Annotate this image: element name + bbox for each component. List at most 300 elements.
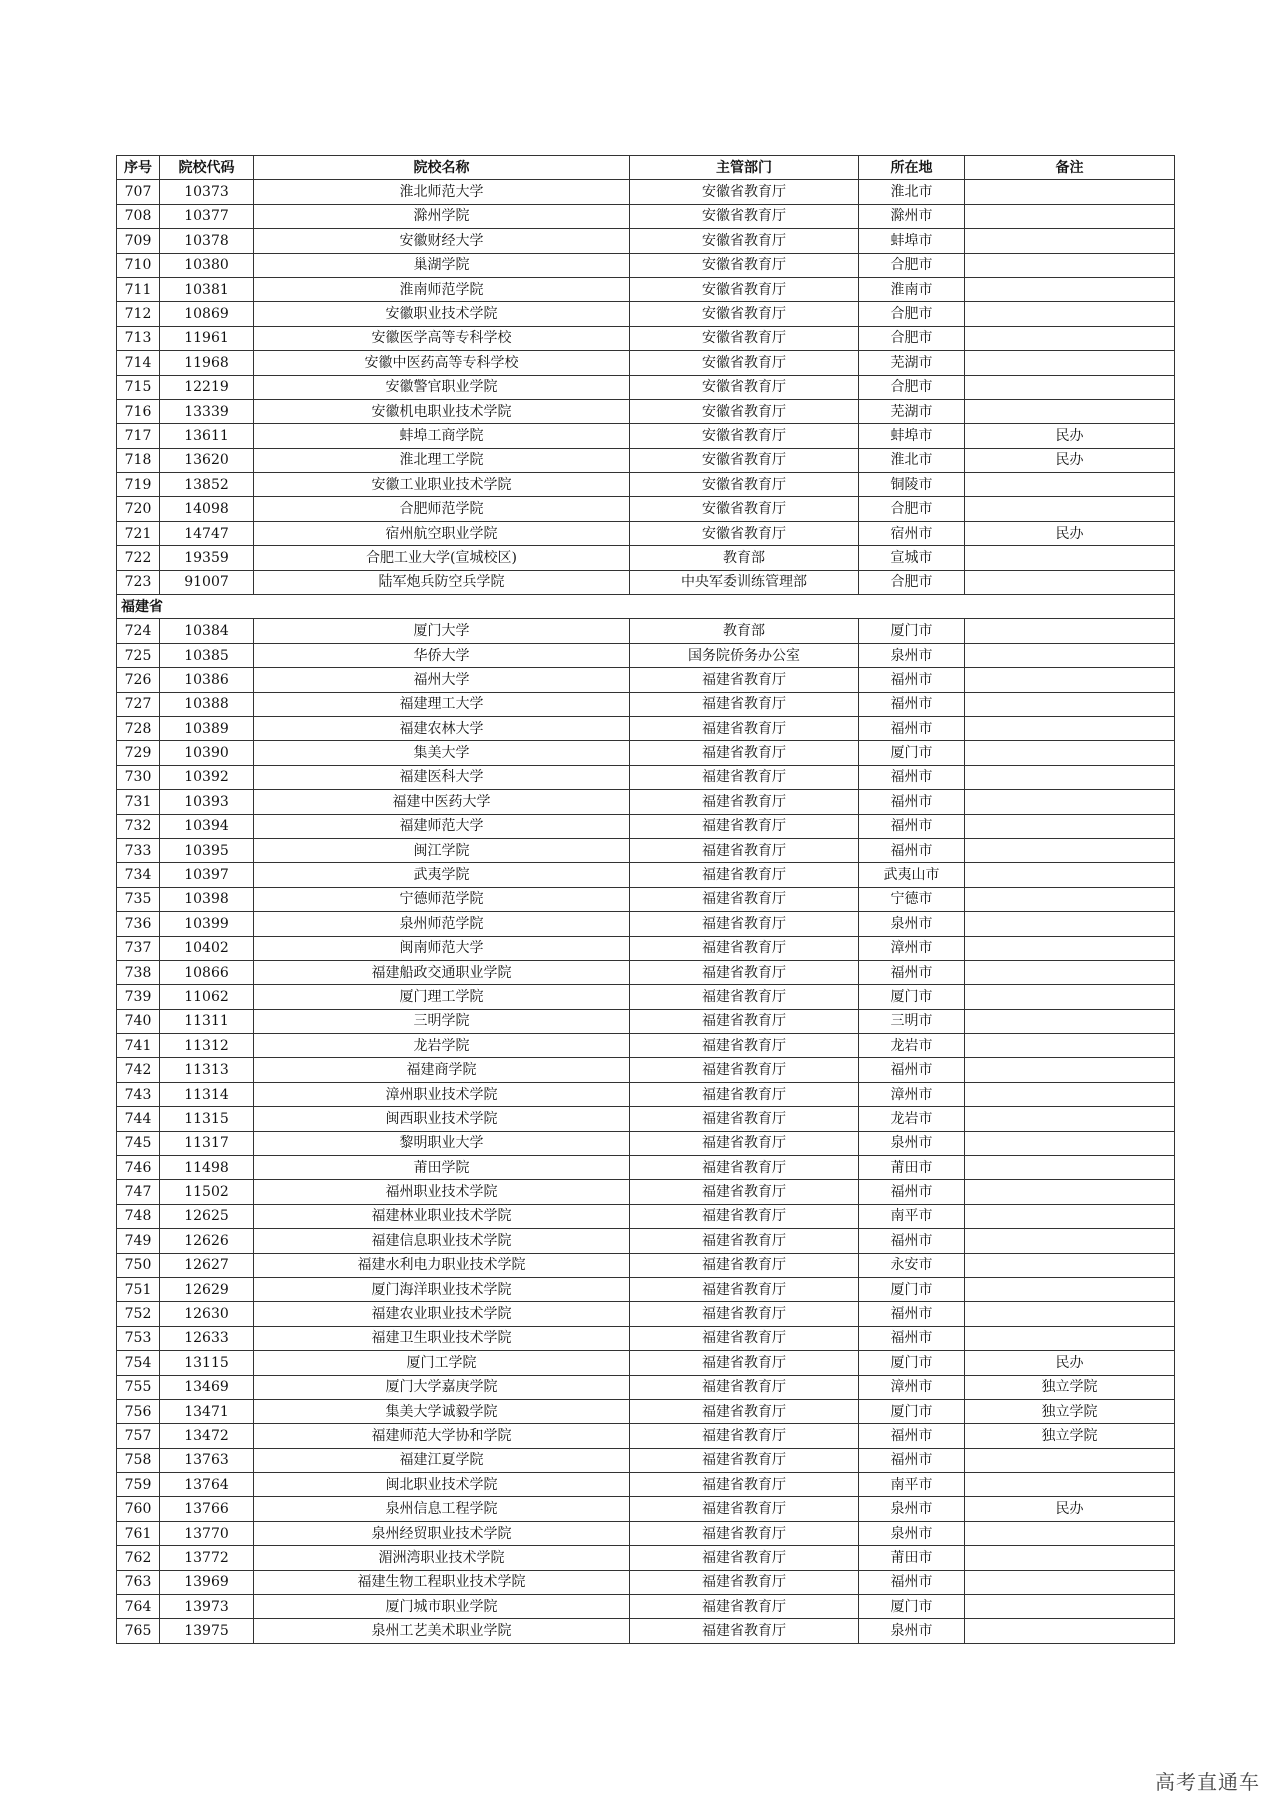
table-row (117, 960, 1175, 984)
table-row (117, 692, 1175, 716)
cell-location: 福州市 (859, 765, 965, 789)
cell-code: 12625 (160, 1204, 254, 1228)
cell-name: 福建林业职业技术学院 (254, 1204, 630, 1228)
cell-code: 12633 (160, 1326, 254, 1350)
cell-index: 747 (117, 1180, 160, 1204)
cell-note (965, 887, 1175, 911)
cell-index: 719 (117, 473, 160, 497)
cell-name: 合肥工业大学(宣城校区) (254, 546, 630, 570)
cell-name: 福建江夏学院 (254, 1448, 630, 1472)
cell-name: 厦门大学 (254, 619, 630, 643)
cell-location: 南平市 (859, 1204, 965, 1228)
cell-code: 11314 (160, 1082, 254, 1106)
header-row (117, 156, 1175, 180)
cell-index: 740 (117, 1009, 160, 1033)
cell-authority: 安徽省教育厅 (630, 424, 859, 448)
cell-note (965, 326, 1175, 350)
cell-location: 武夷山市 (859, 863, 965, 887)
cell-code: 13852 (160, 473, 254, 497)
table-row (117, 1399, 1175, 1423)
cell-note: 民办 (965, 448, 1175, 472)
cell-name: 集美大学诚毅学院 (254, 1399, 630, 1423)
cell-location: 漳州市 (859, 936, 965, 960)
table-row (117, 1009, 1175, 1033)
cell-note (965, 1619, 1175, 1643)
cell-authority: 福建省教育厅 (630, 814, 859, 838)
table-row (117, 790, 1175, 814)
cell-index: 760 (117, 1497, 160, 1521)
table-row (117, 1473, 1175, 1497)
cell-note (965, 1277, 1175, 1301)
cell-location: 泉州市 (859, 1619, 965, 1643)
cell-location: 福州市 (859, 716, 965, 740)
cell-name: 安徽职业技术学院 (254, 302, 630, 326)
cell-authority: 福建省教育厅 (630, 790, 859, 814)
table-row (117, 985, 1175, 1009)
cell-note (965, 473, 1175, 497)
cell-location: 厦门市 (859, 985, 965, 1009)
cell-location: 厦门市 (859, 619, 965, 643)
cell-index: 738 (117, 960, 160, 984)
cell-index: 707 (117, 180, 160, 204)
cell-name: 宁德师范学院 (254, 887, 630, 911)
table-row (117, 424, 1175, 448)
cell-name: 巢湖学院 (254, 253, 630, 277)
cell-location: 厦门市 (859, 741, 965, 765)
cell-note (965, 1521, 1175, 1545)
table-row (117, 912, 1175, 936)
cell-location: 宁德市 (859, 887, 965, 911)
cell-index: 754 (117, 1351, 160, 1375)
cell-authority: 福建省教育厅 (630, 1058, 859, 1082)
cell-code: 13339 (160, 399, 254, 423)
cell-location: 福州市 (859, 1448, 965, 1472)
cell-code: 12627 (160, 1253, 254, 1277)
cell-code: 11968 (160, 351, 254, 375)
cell-code: 10378 (160, 229, 254, 253)
cell-name: 滁州学院 (254, 204, 630, 228)
cell-code: 91007 (160, 570, 254, 594)
cell-index: 737 (117, 936, 160, 960)
cell-location: 合肥市 (859, 302, 965, 326)
cell-code: 10397 (160, 863, 254, 887)
cell-name: 三明学院 (254, 1009, 630, 1033)
cell-location: 合肥市 (859, 253, 965, 277)
cell-authority: 安徽省教育厅 (630, 399, 859, 423)
table-row (117, 1497, 1175, 1521)
cell-authority: 福建省教育厅 (630, 1375, 859, 1399)
cell-index: 723 (117, 570, 160, 594)
cell-code: 11317 (160, 1131, 254, 1155)
watermark-text: 高考直通车 (1155, 1770, 1260, 1794)
cell-location: 福州市 (859, 668, 965, 692)
cell-index: 749 (117, 1229, 160, 1253)
cell-authority: 安徽省教育厅 (630, 302, 859, 326)
header-index: 序号 (117, 156, 160, 180)
cell-authority: 安徽省教育厅 (630, 253, 859, 277)
cell-location: 泉州市 (859, 1131, 965, 1155)
cell-index: 746 (117, 1156, 160, 1180)
cell-index: 729 (117, 741, 160, 765)
cell-name: 合肥师范学院 (254, 497, 630, 521)
cell-index: 752 (117, 1302, 160, 1326)
cell-note: 民办 (965, 521, 1175, 545)
table-row (117, 351, 1175, 375)
cell-authority: 安徽省教育厅 (630, 351, 859, 375)
cell-name: 福建师范大学 (254, 814, 630, 838)
section-title: 福建省 (117, 595, 1175, 619)
cell-note: 民办 (965, 424, 1175, 448)
table-row (117, 326, 1175, 350)
cell-location: 泉州市 (859, 643, 965, 667)
cell-index: 726 (117, 668, 160, 692)
cell-name: 泉州师范学院 (254, 912, 630, 936)
cell-code: 11315 (160, 1107, 254, 1131)
cell-location: 芜湖市 (859, 399, 965, 423)
cell-code: 10390 (160, 741, 254, 765)
cell-location: 合肥市 (859, 375, 965, 399)
table-row (117, 1156, 1175, 1180)
cell-index: 708 (117, 204, 160, 228)
cell-index: 718 (117, 448, 160, 472)
cell-authority: 福建省教育厅 (630, 1302, 859, 1326)
cell-note (965, 302, 1175, 326)
cell-name: 淮北师范大学 (254, 180, 630, 204)
cell-note (965, 1034, 1175, 1058)
cell-location: 福州市 (859, 1180, 965, 1204)
table-row (117, 497, 1175, 521)
header-authority: 主管部门 (630, 156, 859, 180)
cell-name: 厦门海洋职业技术学院 (254, 1277, 630, 1301)
cell-authority: 福建省教育厅 (630, 887, 859, 911)
table-row (117, 1595, 1175, 1619)
table-row (117, 1204, 1175, 1228)
cell-location: 福州市 (859, 1326, 965, 1350)
cell-authority: 教育部 (630, 619, 859, 643)
cell-name: 安徽工业职业技术学院 (254, 473, 630, 497)
cell-note (965, 1546, 1175, 1570)
table-row (117, 375, 1175, 399)
cell-code: 11311 (160, 1009, 254, 1033)
cell-name: 湄洲湾职业技术学院 (254, 1546, 630, 1570)
cell-code: 13764 (160, 1473, 254, 1497)
cell-name: 厦门城市职业学院 (254, 1595, 630, 1619)
cell-location: 淮南市 (859, 277, 965, 301)
cell-name: 福建医科大学 (254, 765, 630, 789)
table-row (117, 1521, 1175, 1545)
cell-name: 安徽中医药高等专科学校 (254, 351, 630, 375)
cell-note (965, 668, 1175, 692)
cell-authority: 福建省教育厅 (630, 1107, 859, 1131)
table-row (117, 887, 1175, 911)
cell-authority: 福建省教育厅 (630, 741, 859, 765)
cell-note (965, 1253, 1175, 1277)
cell-code: 10389 (160, 716, 254, 740)
cell-index: 755 (117, 1375, 160, 1399)
table-row (117, 643, 1175, 667)
cell-authority: 福建省教育厅 (630, 1204, 859, 1228)
cell-name: 福建商学院 (254, 1058, 630, 1082)
cell-location: 龙岩市 (859, 1034, 965, 1058)
cell-index: 758 (117, 1448, 160, 1472)
cell-code: 11498 (160, 1156, 254, 1180)
cell-code: 10394 (160, 814, 254, 838)
table-row (117, 1619, 1175, 1643)
cell-note (965, 399, 1175, 423)
header-name: 院校名称 (254, 156, 630, 180)
cell-name: 集美大学 (254, 741, 630, 765)
cell-note (965, 1229, 1175, 1253)
cell-name: 龙岩学院 (254, 1034, 630, 1058)
cell-code: 12630 (160, 1302, 254, 1326)
cell-authority: 福建省教育厅 (630, 1399, 859, 1423)
cell-name: 福建中医药大学 (254, 790, 630, 814)
cell-code: 14747 (160, 521, 254, 545)
cell-location: 蚌埠市 (859, 424, 965, 448)
cell-location: 合肥市 (859, 326, 965, 350)
cell-location: 合肥市 (859, 497, 965, 521)
cell-location: 福州市 (859, 960, 965, 984)
cell-name: 厦门理工学院 (254, 985, 630, 1009)
cell-index: 762 (117, 1546, 160, 1570)
cell-name: 安徽财经大学 (254, 229, 630, 253)
table-row (117, 1058, 1175, 1082)
cell-location: 莆田市 (859, 1156, 965, 1180)
cell-authority: 福建省教育厅 (630, 1082, 859, 1106)
institution-table (116, 155, 1175, 1644)
cell-authority: 福建省教育厅 (630, 1448, 859, 1472)
cell-location: 福州市 (859, 790, 965, 814)
cell-code: 13471 (160, 1399, 254, 1423)
cell-note (965, 1473, 1175, 1497)
cell-location: 滁州市 (859, 204, 965, 228)
cell-note: 民办 (965, 1351, 1175, 1375)
table-row (117, 765, 1175, 789)
cell-note (965, 1595, 1175, 1619)
cell-note (965, 1156, 1175, 1180)
cell-authority: 教育部 (630, 546, 859, 570)
cell-index: 764 (117, 1595, 160, 1619)
cell-note (965, 351, 1175, 375)
cell-code: 13969 (160, 1570, 254, 1594)
table-row (117, 1180, 1175, 1204)
cell-index: 709 (117, 229, 160, 253)
cell-name: 闽江学院 (254, 838, 630, 862)
table-row (117, 277, 1175, 301)
cell-index: 734 (117, 863, 160, 887)
cell-name: 蚌埠工商学院 (254, 424, 630, 448)
cell-code: 13766 (160, 1497, 254, 1521)
cell-name: 福建卫生职业技术学院 (254, 1326, 630, 1350)
cell-location: 福州市 (859, 692, 965, 716)
table-row (117, 1326, 1175, 1350)
cell-code: 10399 (160, 912, 254, 936)
section-row (117, 595, 1175, 619)
cell-name: 安徽警官职业学院 (254, 375, 630, 399)
cell-index: 765 (117, 1619, 160, 1643)
cell-index: 744 (117, 1107, 160, 1131)
table-row (117, 838, 1175, 862)
cell-location: 芜湖市 (859, 351, 965, 375)
cell-note (965, 253, 1175, 277)
cell-location: 宣城市 (859, 546, 965, 570)
cell-index: 736 (117, 912, 160, 936)
cell-location: 铜陵市 (859, 473, 965, 497)
table-row (117, 668, 1175, 692)
cell-name: 福建船政交通职业学院 (254, 960, 630, 984)
cell-authority: 中央军委训练管理部 (630, 570, 859, 594)
cell-authority: 安徽省教育厅 (630, 326, 859, 350)
cell-index: 720 (117, 497, 160, 521)
cell-note (965, 277, 1175, 301)
cell-name: 闽西职业技术学院 (254, 1107, 630, 1131)
cell-code: 13620 (160, 448, 254, 472)
cell-index: 724 (117, 619, 160, 643)
cell-note (965, 570, 1175, 594)
cell-note (965, 838, 1175, 862)
cell-name: 福州职业技术学院 (254, 1180, 630, 1204)
cell-name: 陆军炮兵防空兵学院 (254, 570, 630, 594)
cell-note (965, 1058, 1175, 1082)
cell-location: 福州市 (859, 814, 965, 838)
cell-location: 泉州市 (859, 1497, 965, 1521)
cell-location: 泉州市 (859, 1521, 965, 1545)
cell-location: 淮北市 (859, 180, 965, 204)
cell-authority: 福建省教育厅 (630, 1424, 859, 1448)
cell-name: 宿州航空职业学院 (254, 521, 630, 545)
cell-authority: 福建省教育厅 (630, 692, 859, 716)
cell-note (965, 936, 1175, 960)
cell-authority: 福建省教育厅 (630, 1229, 859, 1253)
cell-code: 10388 (160, 692, 254, 716)
cell-note (965, 1570, 1175, 1594)
table-row (117, 253, 1175, 277)
cell-authority: 安徽省教育厅 (630, 229, 859, 253)
cell-code: 10377 (160, 204, 254, 228)
cell-authority: 福建省教育厅 (630, 1131, 859, 1155)
cell-note (965, 985, 1175, 1009)
cell-index: 748 (117, 1204, 160, 1228)
cell-name: 福建农业职业技术学院 (254, 1302, 630, 1326)
table-row (117, 936, 1175, 960)
cell-code: 13469 (160, 1375, 254, 1399)
cell-index: 735 (117, 887, 160, 911)
cell-note (965, 1107, 1175, 1131)
cell-code: 19359 (160, 546, 254, 570)
cell-code: 10393 (160, 790, 254, 814)
cell-name: 黎明职业大学 (254, 1131, 630, 1155)
cell-index: 714 (117, 351, 160, 375)
table-row (117, 863, 1175, 887)
cell-code: 11502 (160, 1180, 254, 1204)
cell-code: 10381 (160, 277, 254, 301)
cell-code: 10402 (160, 936, 254, 960)
cell-note (965, 912, 1175, 936)
cell-location: 合肥市 (859, 570, 965, 594)
cell-name: 福建信息职业技术学院 (254, 1229, 630, 1253)
cell-authority: 福建省教育厅 (630, 1473, 859, 1497)
cell-note (965, 692, 1175, 716)
table-row (117, 1424, 1175, 1448)
table-row (117, 1277, 1175, 1301)
cell-note (965, 1131, 1175, 1155)
cell-location: 莆田市 (859, 1546, 965, 1570)
cell-note (965, 1448, 1175, 1472)
cell-location: 三明市 (859, 1009, 965, 1033)
table-row (117, 1107, 1175, 1131)
cell-note (965, 863, 1175, 887)
table-row (117, 741, 1175, 765)
table-row (117, 1570, 1175, 1594)
table-row (117, 546, 1175, 570)
cell-code: 13472 (160, 1424, 254, 1448)
cell-code: 10395 (160, 838, 254, 862)
cell-name: 泉州工艺美术职业学院 (254, 1619, 630, 1643)
cell-note (965, 716, 1175, 740)
cell-authority: 福建省教育厅 (630, 716, 859, 740)
table-row (117, 1448, 1175, 1472)
cell-index: 753 (117, 1326, 160, 1350)
cell-location: 泉州市 (859, 912, 965, 936)
cell-name: 华侨大学 (254, 643, 630, 667)
table-row (117, 1375, 1175, 1399)
cell-code: 13763 (160, 1448, 254, 1472)
cell-authority: 福建省教育厅 (630, 1326, 859, 1350)
header-code: 院校代码 (160, 156, 254, 180)
table-row (117, 448, 1175, 472)
cell-code: 13975 (160, 1619, 254, 1643)
table-row (117, 1131, 1175, 1155)
cell-location: 厦门市 (859, 1351, 965, 1375)
cell-location: 南平市 (859, 1473, 965, 1497)
cell-code: 10866 (160, 960, 254, 984)
cell-code: 13973 (160, 1595, 254, 1619)
cell-name: 闽南师范大学 (254, 936, 630, 960)
cell-index: 715 (117, 375, 160, 399)
cell-authority: 安徽省教育厅 (630, 448, 859, 472)
cell-note: 独立学院 (965, 1375, 1175, 1399)
cell-location: 宿州市 (859, 521, 965, 545)
cell-name: 福建农林大学 (254, 716, 630, 740)
cell-name: 莆田学院 (254, 1156, 630, 1180)
header-location: 所在地 (859, 156, 965, 180)
header-note: 备注 (965, 156, 1175, 180)
cell-authority: 福建省教育厅 (630, 1570, 859, 1594)
cell-code: 10869 (160, 302, 254, 326)
table-row (117, 473, 1175, 497)
cell-location: 漳州市 (859, 1375, 965, 1399)
cell-name: 福州大学 (254, 668, 630, 692)
cell-index: 713 (117, 326, 160, 350)
table-row (117, 619, 1175, 643)
cell-code: 10392 (160, 765, 254, 789)
table-row (117, 204, 1175, 228)
cell-location: 福州市 (859, 1424, 965, 1448)
cell-authority: 福建省教育厅 (630, 912, 859, 936)
cell-note (965, 180, 1175, 204)
cell-authority: 福建省教育厅 (630, 765, 859, 789)
cell-index: 712 (117, 302, 160, 326)
table-row (117, 814, 1175, 838)
cell-note (965, 497, 1175, 521)
cell-index: 733 (117, 838, 160, 862)
table-row (117, 229, 1175, 253)
cell-code: 10398 (160, 887, 254, 911)
cell-code: 11312 (160, 1034, 254, 1058)
cell-authority: 福建省教育厅 (630, 1351, 859, 1375)
cell-note (965, 643, 1175, 667)
cell-index: 731 (117, 790, 160, 814)
